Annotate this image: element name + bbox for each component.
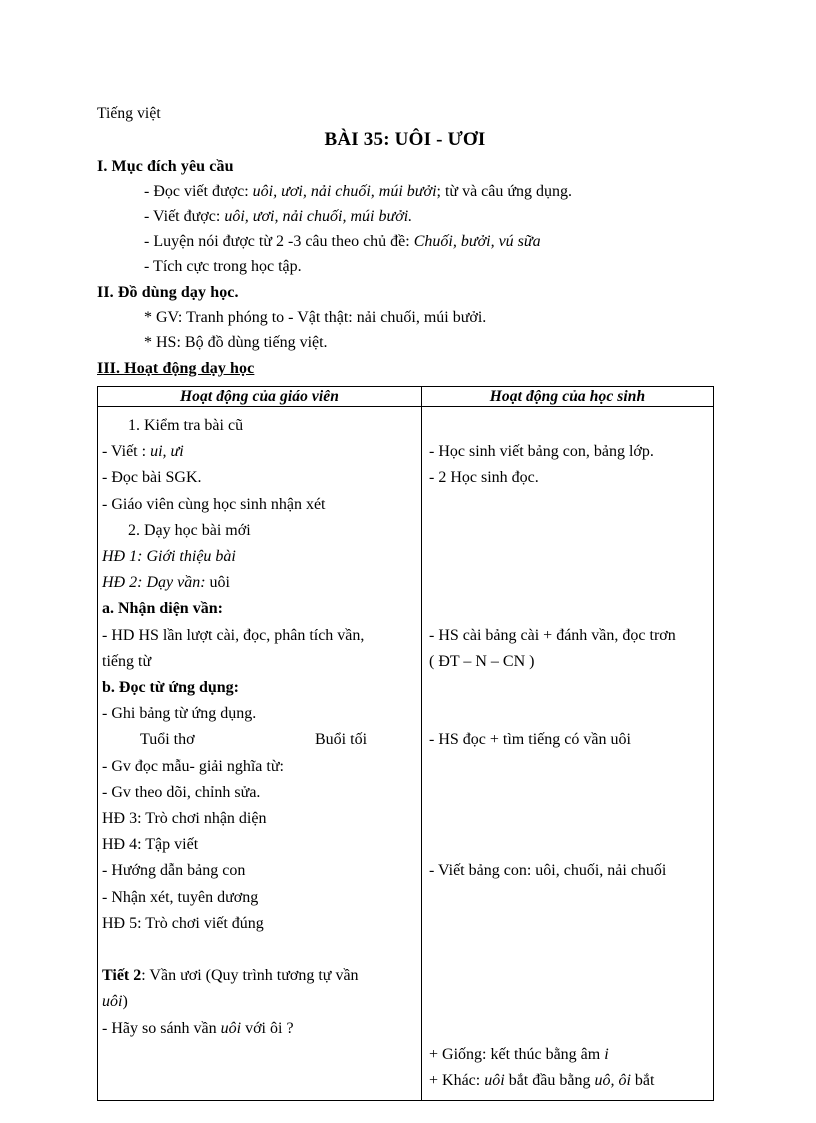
- teacher-activity-line: - Gv đọc mẫu- giải nghĩa từ:: [102, 757, 284, 775]
- table-row: [98, 407, 714, 1101]
- student-activity-line: [429, 675, 710, 701]
- column-header-teacher: Hoạt động của giáo viên: [98, 387, 422, 407]
- line-plain-part: ): [122, 993, 128, 1011]
- teacher-activity-line: [102, 937, 418, 963]
- objective-item: [97, 179, 713, 204]
- student-activity-line: [429, 832, 710, 858]
- objective-prefix: - Tích cực trong học tập.: [144, 258, 302, 275]
- line-plain-mid: bắt đầu bằng: [504, 1071, 595, 1089]
- student-activity-line: [429, 1042, 710, 1068]
- line-italic-part-2: uô, ôi: [594, 1071, 631, 1089]
- objective-suffix: ; từ và câu ứng dụng.: [436, 183, 573, 200]
- student-activity-line: [429, 570, 710, 596]
- objective-prefix: - Viết được:: [144, 208, 221, 225]
- objective-italic: uôi, ươi, nải chuối, múi bưởi.: [224, 208, 413, 225]
- teacher-activity-line: - Giáo viên cùng học sinh nhận xét: [102, 495, 326, 513]
- student-activity-line: [429, 413, 710, 439]
- student-activity-line: [429, 911, 710, 937]
- teacher-activity-line: b. Đọc từ ứng dụng:: [102, 679, 240, 697]
- student-activity-line: [429, 989, 710, 1015]
- line-italic-part: HĐ 2: Dạy vần:: [102, 574, 206, 592]
- line-plain-part: + Giống: kết thúc bằng âm: [429, 1045, 605, 1063]
- word-sample-left: Tuổi thơ: [140, 731, 195, 749]
- line-italic-part: ui, ưi: [150, 443, 184, 461]
- line-italic-part: uôi: [102, 993, 123, 1011]
- student-activity-line: - HS cài bảng cài + đánh vần, đọc trơn: [429, 626, 676, 644]
- student-activities-list: [422, 407, 713, 1100]
- teacher-activity-line: [102, 727, 418, 753]
- line-plain-part: + Khác:: [429, 1071, 485, 1089]
- table-header-row: [98, 387, 714, 407]
- section-heading-activities: III. Hoạt động dạy học: [97, 360, 255, 377]
- student-activity-line: [429, 884, 710, 910]
- student-activity-line: - Học sinh viết bảng con, bảng lớp.: [429, 443, 654, 461]
- objective-italic: uôi, ươi, nải chuối, múi bưởi: [252, 183, 437, 200]
- student-activity-line: [429, 492, 710, 518]
- teacher-activity-line: a. Nhận diện vần:: [102, 600, 223, 618]
- line-plain-part: : Vần ươi (Quy trình tương tự vần: [141, 967, 359, 985]
- student-activity-line: - Viết bảng con: uôi, chuối, nải chuối: [429, 862, 667, 880]
- teacher-activity-line: [102, 1016, 418, 1042]
- teacher-activity-line: - Gv theo dõi, chỉnh sửa.: [102, 783, 261, 801]
- word-sample-right: Buổi tối: [315, 731, 368, 749]
- objective-italic: Chuối, bưởi, vú sữa: [413, 233, 541, 250]
- teacher-activity-line: - HD HS lần lượt cài, đọc, phân tích vần,: [102, 626, 365, 644]
- line-plain-tail: bắt: [630, 1071, 655, 1089]
- student-activity-line: - HS đọc + tìm tiếng có vần uôi: [429, 731, 631, 749]
- teacher-activity-line: [102, 963, 418, 989]
- line-italic-part: uôi: [484, 1071, 505, 1089]
- teacher-activity-line: 1. Kiểm tra bài cũ: [128, 417, 244, 434]
- student-activity-line: [429, 806, 710, 832]
- teacher-activities-cell: [98, 407, 422, 1101]
- student-activity-line: [429, 544, 710, 570]
- student-activity-line: [429, 963, 710, 989]
- line-plain-part: - Viết :: [102, 443, 151, 461]
- activity-table: [97, 386, 714, 1101]
- teacher-activity-line: tiếng từ: [102, 652, 152, 670]
- teacher-activity-line: [102, 439, 418, 465]
- column-header-student: Hoạt động của học sinh: [422, 387, 714, 407]
- teacher-activity-line: 2. Dạy học bài mới: [128, 521, 251, 539]
- student-activity-line: - 2 Học sinh đọc.: [429, 469, 539, 487]
- line-italic-part: i: [604, 1045, 609, 1063]
- teacher-activity-line: HĐ 3: Trò chơi nhận diện: [102, 810, 267, 828]
- section-heading-objectives: I. Mục đích yêu cầu: [97, 158, 234, 175]
- section-heading-materials: II. Đồ dùng dạy học.: [97, 284, 239, 301]
- objective-item: [97, 254, 713, 279]
- line-plain-tail: với ôi ?: [241, 1019, 294, 1037]
- page-title: BÀI 35: UÔI - ƯƠI: [324, 129, 486, 150]
- student-activity-line: [429, 937, 710, 963]
- student-activity-line: [429, 518, 710, 544]
- objective-item: [97, 204, 713, 229]
- teacher-activities-list: [98, 407, 421, 1048]
- teacher-activity-line: [102, 989, 418, 1015]
- line-plain-part: - Hãy so sánh vần: [102, 1019, 221, 1037]
- objective-prefix: - Luyện nói được từ 2 -3 câu theo chủ đề:: [144, 233, 410, 250]
- material-item: * GV: Tranh phóng to - Vật thật: nải chuối, múi bưởi.: [144, 309, 487, 326]
- teacher-activity-line: - Nhận xét, tuyên dương: [102, 888, 259, 906]
- student-activities-cell: [422, 407, 714, 1101]
- objective-prefix: - Đọc viết được:: [144, 183, 249, 200]
- teacher-activity-line: [102, 570, 418, 596]
- student-activity-line: ( ĐT – N – CN ): [429, 652, 535, 670]
- teacher-activity-line: - Hướng dẫn bảng con: [102, 862, 246, 880]
- document-body: [97, 104, 713, 1101]
- teacher-activity-line: HĐ 5: Trò chơi viết đúng: [102, 914, 264, 932]
- line-italic-part: uôi: [220, 1019, 242, 1037]
- teacher-activity-line: - Ghi bảng từ ứng dụng.: [102, 705, 257, 723]
- student-activity-line: [429, 1068, 710, 1094]
- line-plain-part: uôi: [205, 574, 230, 592]
- teacher-activity-line: HĐ 1: Giới thiệu bài: [102, 548, 236, 566]
- teacher-activity-line: - Đọc bài SGK.: [102, 469, 202, 487]
- student-activity-line: [429, 1015, 710, 1041]
- material-item: * HS: Bộ đồ dùng tiếng việt.: [144, 334, 328, 351]
- student-activity-line: [429, 596, 710, 622]
- student-activity-line: [429, 780, 710, 806]
- teacher-activity-line: HĐ 4: Tập viết: [102, 836, 199, 854]
- subject-label: Tiếng việt: [97, 105, 161, 122]
- objective-item: [97, 229, 713, 254]
- line-bold-part: Tiết 2: [102, 967, 142, 985]
- student-activity-line: [429, 701, 710, 727]
- student-activity-line: [429, 754, 710, 780]
